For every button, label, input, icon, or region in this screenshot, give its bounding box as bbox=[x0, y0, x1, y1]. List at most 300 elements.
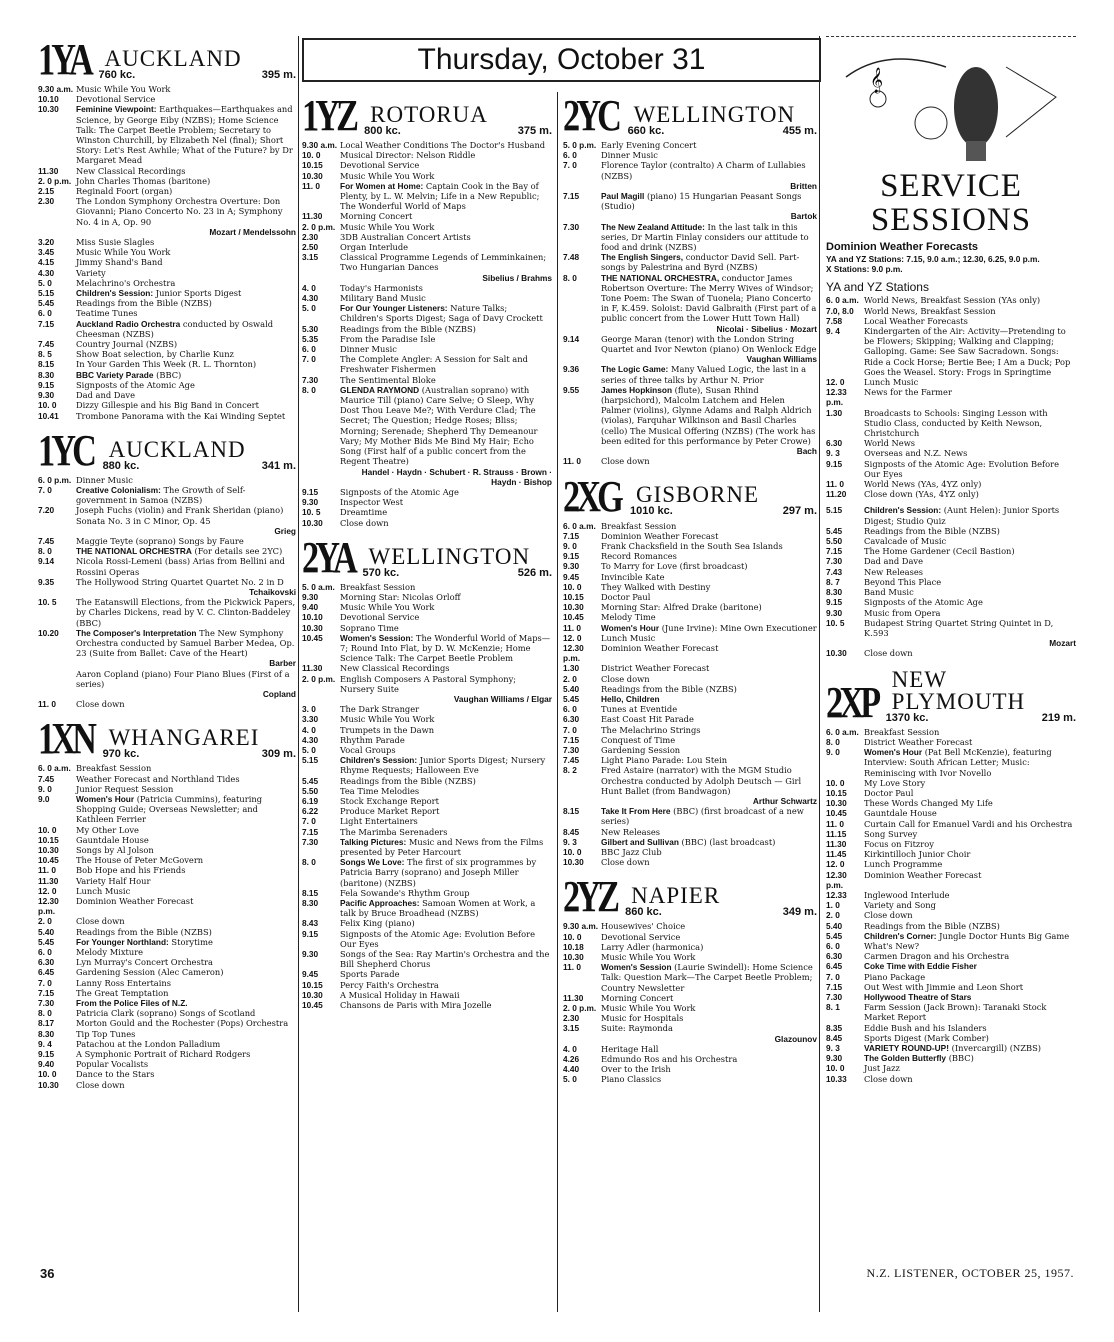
station-name: AUCKLAND bbox=[108, 436, 246, 462]
station-name: WELLINGTON bbox=[368, 543, 531, 569]
entry-time: 6. 0 a.m. bbox=[38, 763, 71, 774]
schedule-entry bbox=[826, 1033, 1076, 1043]
entry-text: Gauntdale House bbox=[76, 834, 149, 845]
station-header bbox=[302, 91, 552, 140]
entry-time: 11. 0 bbox=[38, 699, 56, 710]
entry-text: Invincible Kate bbox=[601, 571, 665, 582]
entry-time: 10.30 bbox=[302, 622, 323, 633]
entry-description bbox=[76, 288, 296, 298]
entry-description bbox=[76, 1018, 296, 1028]
entry-time: 10.30 bbox=[38, 845, 59, 855]
entry-time: 9.15 bbox=[826, 458, 843, 469]
entry-highlight: Hello, Children bbox=[601, 693, 660, 704]
schedule-entry bbox=[38, 380, 296, 390]
entry-time: 9.30 bbox=[826, 1053, 843, 1064]
schedule-entry bbox=[38, 505, 296, 536]
entry-highlight: For Our Younger Listeners: bbox=[340, 303, 448, 314]
entry-description bbox=[340, 507, 552, 517]
schedule-entry bbox=[563, 1044, 817, 1054]
entry-text: Reginald Foort (organ) bbox=[76, 186, 173, 197]
entry-time: 4.26 bbox=[563, 1054, 580, 1065]
entry-time: 7.45 bbox=[38, 773, 55, 784]
entry-text: The Eatanswill Elections, from the Pickwick Papers, by Charles Dickens, read by V. C. Clinton-Baddeley (BBC) bbox=[76, 597, 296, 628]
schedule-entry bbox=[563, 714, 817, 724]
entry-highlight: Children's Session: bbox=[76, 288, 154, 299]
entry-description bbox=[864, 941, 1076, 951]
entry-text: The Melachrino Strings bbox=[601, 724, 701, 735]
schedule-entry bbox=[38, 349, 296, 359]
entry-highlight: Women's Session bbox=[601, 962, 672, 973]
dwf-x: X Stations: 9.0 p.m. bbox=[826, 264, 903, 275]
entry-composer: Mozart bbox=[1049, 638, 1076, 649]
entry-text: conductor James Robertson Overture: The Merry Wives of Windsor; Tone Poem: The Swan of Tuonela; Piano Concerto in F, K.459. Soloist: David Galbraith (First part of a public concert from the Lower Hutt Town Hall) bbox=[601, 272, 817, 324]
entry-description bbox=[340, 602, 552, 612]
station-name: ROTORUA bbox=[370, 101, 488, 127]
entry-description bbox=[76, 957, 296, 967]
entry-description bbox=[76, 937, 296, 947]
entry-text: Close down bbox=[76, 1079, 125, 1090]
entry-description bbox=[601, 745, 817, 755]
entry-description bbox=[864, 951, 1076, 961]
entry-highlight: THE NATIONAL ORCHESTRA bbox=[76, 546, 192, 557]
entry-description bbox=[601, 582, 817, 592]
entry-composer: Copland bbox=[262, 688, 296, 699]
station-metres: 341 m. bbox=[261, 459, 296, 472]
entry-text: Show Boat selection, by Charlie Kunz bbox=[76, 349, 234, 360]
schedule-entry bbox=[38, 1049, 296, 1059]
entry-text: Focus on Fitzroy bbox=[864, 838, 934, 849]
entry-description bbox=[601, 1023, 817, 1043]
entry-text: Music While You Work bbox=[601, 952, 696, 963]
entry-description bbox=[76, 237, 296, 247]
entry-text: My Love Story bbox=[864, 777, 926, 788]
entry-time: 11. 0 bbox=[38, 865, 56, 876]
entry-text: What's New? bbox=[864, 940, 920, 951]
entry-time: 2.30 bbox=[302, 231, 319, 242]
entry-time: 12. 0 bbox=[826, 859, 845, 870]
entry-description bbox=[864, 536, 1076, 546]
schedule-entry bbox=[38, 94, 296, 104]
entry-time: 2. 0 p.m. bbox=[302, 673, 336, 684]
entry-time: 9.30 a.m. bbox=[563, 921, 599, 932]
entry-text: Readings from the Bible (NZBS) bbox=[76, 926, 212, 937]
entry-text: Suite: Raymonda bbox=[601, 1023, 673, 1034]
entry-description bbox=[340, 582, 552, 592]
entry-time: 10.15 bbox=[563, 591, 584, 602]
schedule-entry bbox=[38, 1008, 296, 1018]
entry-description bbox=[76, 669, 296, 700]
entry-time: 12. 0 bbox=[826, 377, 845, 388]
entry-text: Variety Half Hour bbox=[76, 875, 151, 886]
entry-text: Music and News from the Films presented by Peter Harcourt bbox=[340, 836, 544, 857]
schedule-entry bbox=[826, 778, 1076, 788]
entry-description bbox=[340, 160, 552, 170]
schedule-entry bbox=[826, 1063, 1076, 1073]
entry-time: 10.33 bbox=[826, 1073, 847, 1084]
entry-description bbox=[76, 927, 296, 937]
entry-time: 6. 0 bbox=[38, 308, 52, 319]
entry-time: 9.30 a.m. bbox=[302, 140, 338, 150]
station-header bbox=[38, 425, 296, 475]
entry-text: Inspector West bbox=[340, 497, 404, 508]
entry-time: 9.30 a.m. bbox=[38, 84, 74, 94]
entry-description bbox=[340, 211, 552, 221]
schedule-entry bbox=[826, 577, 1076, 587]
entry-text: The Wonderful World of Maps—7; Round Into Flat, by D. W. McKenzie; Home Science Talk: The Carpet Beetle Problem bbox=[340, 632, 551, 664]
entry-time: 2. 0 bbox=[38, 916, 52, 927]
entry-text: Joseph Fuchs (violin) and Frank Sheridan (piano) Sonata No. 3 in C Minor, Op. 45 bbox=[76, 505, 284, 526]
entry-text: Devotional Service bbox=[340, 160, 420, 171]
schedule-entry bbox=[302, 385, 552, 487]
schedule-entry bbox=[302, 232, 552, 242]
schedule-entry bbox=[563, 521, 817, 531]
entry-description bbox=[340, 283, 552, 293]
entry-description bbox=[340, 990, 552, 1000]
entry-description bbox=[864, 648, 1076, 658]
entry-text: (Patricia Cummins), featuring Shopping Guide; Overseas Newsletter; and Kathleen Ferrier bbox=[76, 793, 263, 825]
schedule-entry bbox=[302, 969, 552, 979]
schedule-entry bbox=[302, 806, 552, 816]
entry-text: 3DB Australian Concert Artists bbox=[340, 231, 471, 242]
entry-description bbox=[76, 876, 296, 886]
entry-time: 4. 0 bbox=[563, 1043, 577, 1054]
entry-text: Patachou at the London Palladium bbox=[76, 1038, 221, 1049]
entry-time: 7.15 bbox=[826, 981, 843, 992]
entry-description bbox=[340, 898, 552, 918]
entry-highlight: James Hopkinson bbox=[601, 384, 673, 395]
entry-time: 11. 0 bbox=[563, 622, 581, 633]
entry-description bbox=[76, 998, 296, 1008]
station-metres: 395 m. bbox=[261, 68, 296, 81]
schedule-entry bbox=[38, 628, 296, 669]
entry-time: 7.15 bbox=[302, 826, 319, 837]
entry-description bbox=[340, 242, 552, 252]
schedule-entry bbox=[563, 827, 817, 837]
entry-text: Devotional Service bbox=[340, 612, 420, 623]
entry-text: Tunes at Eventide bbox=[601, 704, 678, 715]
entry-description bbox=[864, 567, 1076, 577]
entry-text: Song Survey bbox=[864, 828, 918, 839]
entry-description bbox=[340, 796, 552, 806]
entry-time: 8.35 bbox=[826, 1022, 843, 1033]
entry-time: 8. 0 bbox=[563, 272, 577, 283]
entry-highlight: Children's Corner: bbox=[864, 930, 937, 941]
schedule-entry bbox=[302, 990, 552, 1000]
entry-time: 7.45 bbox=[38, 339, 55, 350]
schedule-entry bbox=[302, 211, 552, 221]
schedule-entry bbox=[563, 1003, 817, 1013]
schedule-entry bbox=[826, 459, 1076, 479]
schedule-entry bbox=[302, 929, 552, 949]
entry-text: Signposts of the Atomic Age: Evolution Before Our Eyes bbox=[340, 928, 535, 949]
entry-description bbox=[340, 150, 552, 160]
schedule-entry bbox=[826, 890, 1076, 900]
entry-time: 8. 1 bbox=[826, 1002, 840, 1013]
entry-time: 10.30 bbox=[563, 602, 584, 613]
entry-description bbox=[340, 232, 552, 242]
entry-text: Weather Forecast and Northland Tides bbox=[76, 773, 240, 784]
entry-time: 10. 0 bbox=[563, 847, 582, 857]
entry-text: Captain Cook in the Bay of Plenty, by L. W. Melvin; Life in a New Republic; The Wonderful World of Maps bbox=[340, 180, 540, 212]
schedule-entry bbox=[563, 191, 817, 222]
station-frequency bbox=[623, 907, 817, 917]
entry-time: 10.30 bbox=[38, 1079, 59, 1090]
entry-description bbox=[601, 942, 817, 952]
entry-text: Heritage Hall bbox=[601, 1043, 659, 1054]
entry-time: 12.30 p.m. bbox=[38, 896, 59, 917]
schedule-entry bbox=[38, 370, 296, 380]
station-info bbox=[101, 436, 296, 472]
entry-highlight: From the Police Files of N.Z. bbox=[76, 998, 188, 1009]
entry-time: 5.40 bbox=[826, 920, 843, 931]
entry-time: 5.45 bbox=[38, 298, 55, 309]
entry-description bbox=[76, 1049, 296, 1059]
column-2 bbox=[302, 92, 552, 1010]
entry-time: 11.30 bbox=[302, 663, 323, 674]
entry-description bbox=[76, 1080, 296, 1090]
entry-time: 11.30 bbox=[302, 211, 323, 222]
entry-description bbox=[340, 755, 552, 775]
entry-text: In Your Garden This Week (R. L. Thornton) bbox=[76, 359, 257, 370]
entry-text: Vocal Groups bbox=[340, 744, 396, 755]
schedule-entry bbox=[38, 916, 296, 926]
entry-time: 10.30 bbox=[826, 798, 847, 809]
entry-time: 7.15 bbox=[826, 546, 843, 557]
entry-text: Sports Parade bbox=[340, 969, 400, 980]
entry-description bbox=[601, 273, 817, 334]
entry-time: 8.15 bbox=[38, 359, 55, 370]
entry-time: 10. 0 bbox=[826, 777, 845, 788]
entry-description bbox=[340, 776, 552, 786]
entry-text: New Classical Recordings bbox=[340, 663, 450, 674]
entry-text: Music While You Work bbox=[340, 221, 435, 232]
entry-text: Country Journal (NZBS) bbox=[76, 339, 178, 350]
entry-text: Junior Request Session bbox=[76, 783, 174, 794]
entry-description bbox=[76, 855, 296, 865]
entry-time: 8. 0 bbox=[302, 857, 316, 868]
entry-description bbox=[864, 479, 1076, 489]
entry-time: 10.10 bbox=[38, 94, 59, 105]
entry-text: Bob Hope and his Friends bbox=[76, 865, 186, 876]
entry-text: Lunch Programme bbox=[864, 859, 943, 870]
schedule-entry bbox=[38, 825, 296, 835]
entry-description bbox=[864, 747, 1076, 778]
column-4 bbox=[826, 36, 1076, 1084]
schedule-entry bbox=[38, 957, 296, 967]
entry-text: Close down bbox=[340, 517, 389, 528]
schedule-entry bbox=[563, 531, 817, 541]
entry-time: 7. 0 bbox=[826, 971, 840, 982]
entry-time: 11.15 bbox=[826, 828, 847, 839]
entry-text: Stock Exchange Report bbox=[340, 795, 439, 806]
entry-description bbox=[864, 778, 1076, 788]
entry-text: Readings from the Bible (NZBS) bbox=[340, 775, 476, 786]
schedule-entry bbox=[302, 633, 552, 664]
station-name: AUCKLAND bbox=[104, 45, 242, 71]
station-block bbox=[563, 471, 817, 868]
entry-time: 7. 0 bbox=[38, 977, 52, 988]
entry-description bbox=[601, 663, 817, 673]
schedule-entry bbox=[302, 518, 552, 528]
entry-time: 10. 0 bbox=[826, 1063, 845, 1074]
entry-description bbox=[76, 577, 296, 597]
entry-description bbox=[340, 735, 552, 745]
entry-description bbox=[76, 186, 296, 196]
entry-text: Military Band Music bbox=[340, 293, 426, 304]
schedule-entry bbox=[563, 252, 817, 272]
entry-text: Light Piano Parade: Lou Stein bbox=[601, 755, 728, 766]
station-frequency bbox=[361, 568, 552, 578]
schedule-entry bbox=[38, 988, 296, 998]
entry-text: Fela Sowande's Rhythm Group bbox=[340, 887, 470, 898]
entry-text: Doctor Paul bbox=[864, 787, 914, 798]
entry-time: 8.17 bbox=[38, 1018, 55, 1029]
schedule-entry bbox=[38, 967, 296, 977]
entry-description bbox=[76, 628, 296, 669]
schedule-entry bbox=[563, 572, 817, 582]
entry-description bbox=[340, 704, 552, 714]
entry-time: 9.30 bbox=[302, 949, 319, 960]
entry-time: 10.18 bbox=[563, 941, 584, 952]
entry-time: 7.15 bbox=[38, 987, 55, 998]
entry-time: 11. 0 bbox=[302, 180, 320, 191]
entry-highlight: Paul Magill bbox=[601, 191, 645, 202]
schedule-entry bbox=[302, 375, 552, 385]
entry-description bbox=[340, 745, 552, 755]
entry-description bbox=[76, 1039, 296, 1049]
entry-time: 9.14 bbox=[563, 333, 580, 344]
schedule-entry bbox=[38, 308, 296, 318]
entry-description bbox=[864, 438, 1076, 448]
schedule-entry bbox=[302, 324, 552, 334]
station-metres: 349 m. bbox=[782, 906, 817, 919]
entry-text: The House of Peter McGovern bbox=[76, 855, 204, 866]
entry-text: Close down bbox=[601, 673, 650, 684]
schedule-entry bbox=[38, 556, 296, 576]
entry-time: 5.30 bbox=[302, 323, 319, 334]
entry-time: 5.45 bbox=[826, 525, 843, 536]
entry-description bbox=[340, 1000, 552, 1010]
entry-text: Larry Adler (harmonica) bbox=[601, 941, 704, 952]
entry-description bbox=[864, 448, 1076, 458]
entry-description bbox=[76, 298, 296, 308]
schedule-entry bbox=[302, 674, 552, 705]
entry-highlight: For Younger Northland: bbox=[76, 936, 169, 947]
entry-description bbox=[601, 364, 817, 384]
schedule-entry bbox=[563, 273, 817, 334]
entry-description bbox=[864, 1023, 1076, 1033]
entry-time: 7.30 bbox=[563, 744, 580, 755]
entry-text: Jungle Doctor Hunts Big Game bbox=[936, 930, 1070, 941]
entry-time: 6.19 bbox=[302, 795, 319, 806]
entry-description bbox=[340, 725, 552, 735]
schedule-entry bbox=[826, 326, 1076, 377]
schedule-entry bbox=[826, 737, 1076, 747]
entry-time: 11.20 bbox=[826, 489, 847, 500]
entry-description bbox=[340, 969, 552, 979]
entry-text: Frank Chacksfield in the South Sea Islands bbox=[601, 540, 783, 551]
entry-time: 11.30 bbox=[826, 838, 847, 849]
entry-description bbox=[601, 592, 817, 602]
entry-description bbox=[601, 140, 817, 150]
entry-time: 5. 0 p.m. bbox=[563, 140, 597, 150]
entry-time: 10. 5 bbox=[38, 597, 57, 608]
entry-time: 1. 0 bbox=[826, 900, 840, 911]
schedule-entry bbox=[563, 725, 817, 735]
station-callsign: 2YA bbox=[302, 532, 354, 582]
entry-time: 4.15 bbox=[38, 257, 55, 268]
entry-time: 6.45 bbox=[38, 967, 55, 978]
entry-highlight: Talking Pictures: bbox=[340, 836, 407, 847]
station-metres: 375 m. bbox=[517, 124, 552, 137]
entry-text: Dominion Weather Forecast bbox=[76, 896, 194, 907]
entry-highlight: Children's Session: bbox=[864, 505, 942, 516]
station-kc: 860 kc. bbox=[625, 906, 662, 919]
entry-time: 10.15 bbox=[826, 787, 847, 798]
entry-text: East Coast Hit Parade bbox=[601, 714, 694, 725]
schedule-entry bbox=[302, 816, 552, 826]
station-callsign: 2XP bbox=[826, 677, 878, 727]
entry-highlight: VARIETY ROUND-UP! bbox=[864, 1043, 949, 1054]
entry-text: Tip Top Tunes bbox=[76, 1028, 136, 1039]
entry-description bbox=[864, 577, 1076, 587]
entry-description bbox=[76, 988, 296, 998]
schedule-entry bbox=[38, 835, 296, 845]
service-evening-list bbox=[826, 505, 1076, 658]
entry-description bbox=[340, 857, 552, 888]
entry-text: Piano Classics bbox=[601, 1074, 662, 1085]
entry-description bbox=[864, 961, 1076, 971]
entry-time: 8.30 bbox=[38, 1028, 55, 1039]
entry-time: 9.55 bbox=[563, 384, 580, 395]
entry-description bbox=[76, 865, 296, 875]
entry-description bbox=[76, 763, 296, 773]
entry-text: Edmundo Ros and his Orchestra bbox=[601, 1054, 738, 1065]
entry-text: English Composers A Pastoral Symphony; Nursery Suite bbox=[340, 673, 517, 694]
entry-description bbox=[76, 556, 296, 576]
entry-text: Cavalcade of Music bbox=[864, 536, 947, 547]
entry-time: 6.45 bbox=[826, 961, 843, 972]
entry-time: 7.0, 8.0 bbox=[826, 305, 854, 316]
entry-text: Lyn Murray's Concert Orchestra bbox=[76, 957, 213, 968]
entry-description bbox=[864, 972, 1076, 982]
schedule-entry bbox=[38, 896, 296, 916]
schedule-entry bbox=[826, 839, 1076, 849]
schedule-entry bbox=[302, 918, 552, 928]
schedule-entry bbox=[302, 714, 552, 724]
entry-description bbox=[601, 952, 817, 962]
entry-description bbox=[76, 794, 296, 825]
entry-time: 5.50 bbox=[826, 536, 843, 547]
station-info bbox=[884, 666, 1076, 724]
entry-highlight: Gilbert and Sullivan bbox=[601, 836, 679, 847]
schedule-entry bbox=[826, 972, 1076, 982]
entry-time: 3. 0 bbox=[302, 704, 316, 715]
schedule-entry bbox=[563, 942, 817, 952]
entry-highlight: GLENDA RAYMOND bbox=[340, 384, 420, 395]
entry-description bbox=[864, 489, 1076, 499]
entry-description bbox=[864, 829, 1076, 839]
entry-composer: Barber bbox=[269, 658, 296, 669]
schedule-entry bbox=[563, 806, 817, 826]
entry-time: 10. 0 bbox=[38, 1069, 57, 1080]
entry-time: 9.40 bbox=[38, 1059, 55, 1070]
entry-description bbox=[76, 835, 296, 845]
entry-text: Morning Concert bbox=[340, 211, 413, 222]
entry-text: Soprano Time bbox=[340, 622, 399, 633]
entry-time: 3.20 bbox=[38, 237, 55, 248]
entry-highlight: Coke Time with Eddie Fisher bbox=[864, 961, 977, 972]
